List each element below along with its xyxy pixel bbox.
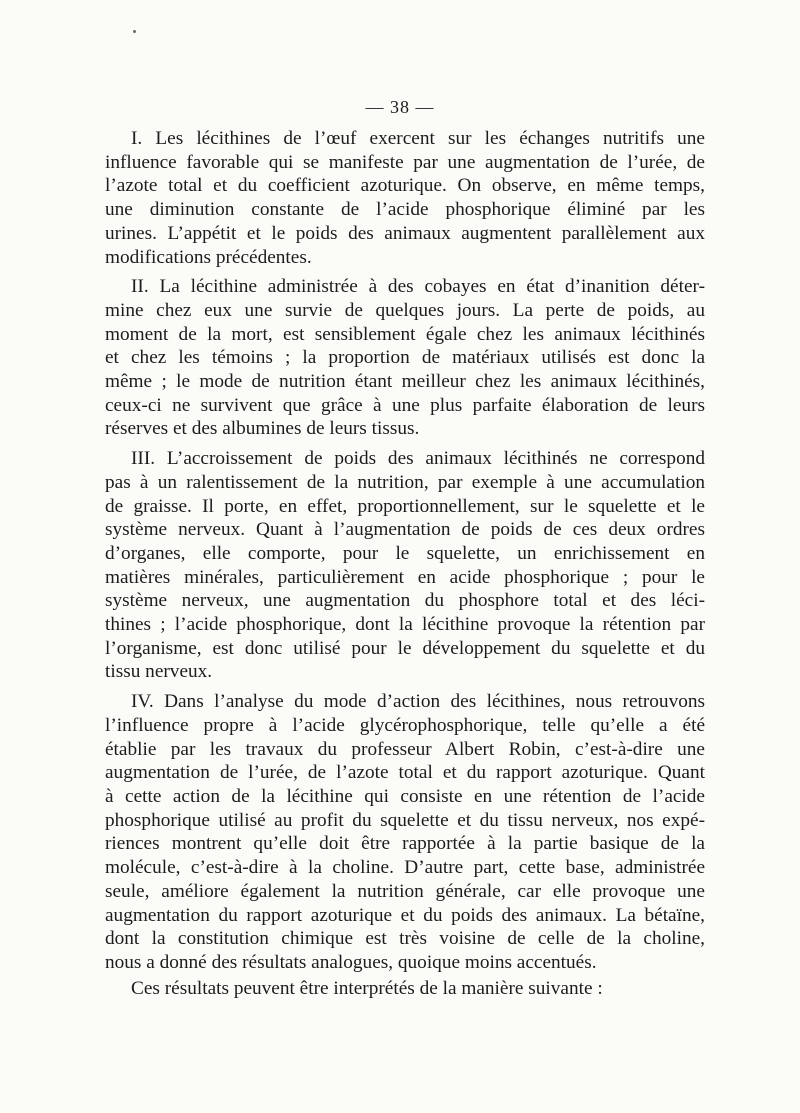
text-line: pas à un ralentissement de la nutrition, par exemple à une accumulation	[105, 471, 705, 493]
page-number: — 38 —	[365, 97, 435, 117]
text-line: mine chez eux une survie de quelques jours. La perte de poids, au	[105, 299, 705, 321]
paragraph-2	[105, 275, 705, 441]
text-line: matières minérales, particulièrement en acide phosphorique ; pour le	[105, 566, 705, 588]
text-line: Ces résultats peuvent être interprétés de la manière suivante :	[131, 977, 603, 999]
text-line: III. L’accroissement de poids des animaux lécithinés ne correspond	[131, 448, 705, 470]
paragraph-5	[105, 977, 705, 1001]
text-line: II. La lécithine administrée à des cobayes en état d’inanition déter-	[131, 276, 705, 298]
body-text	[105, 127, 705, 1000]
text-line: et chez les témoins ; la proportion de matériaux utilisés est donc la	[105, 347, 705, 369]
paragraph-3	[105, 447, 705, 684]
text-line: même ; le mode de nutrition étant meilleur chez les animaux lécithinés,	[105, 371, 705, 393]
text-line: établie par les travaux du professeur Albert Robin, c’est-à-dire une	[105, 738, 705, 760]
text-line: une diminution constante de l’acide phosphorique éliminé par les	[105, 199, 705, 221]
text-line: l’azote total et du coefficient azoturique. On observe, en même temps,	[105, 175, 705, 197]
text-line: tissu nerveux.	[105, 661, 213, 683]
text-line: l’organisme, est donc utilisé pour le développement du squelette et du	[105, 637, 705, 659]
paragraph-1	[105, 127, 705, 269]
text-line: augmentation du rapport azoturique et du poids des animaux. La bétaïne,	[105, 904, 705, 926]
ink-speck	[133, 30, 136, 33]
text-line: ceux-ci ne survivent que grâce à une plus parfaite élaboration de leurs	[105, 394, 705, 416]
text-line: augmentation de l’urée, de l’azote total et du rapport azoturique. Quant	[105, 762, 705, 784]
text-line: système nerveux. Quant à l’augmentation de poids de ces deux ordres	[105, 519, 705, 541]
text-line: riences montrent qu’elle doit être rapportée à la partie basique de la	[105, 833, 705, 855]
text-line: urines. L’appétit et le poids des animaux augmentent parallèlement aux	[105, 222, 705, 244]
text-line: dont la constitution chimique est très voisine de celle de la choline,	[105, 928, 705, 950]
text-line: modifications précédentes.	[105, 246, 312, 268]
text-line: moment de la mort, est sensiblement égale chez les animaux lécithinés	[105, 323, 705, 345]
text-line: nous a donné des résultats analogues, quoique moins accentués.	[105, 951, 597, 973]
text-line: à cette action de la lécithine qui consiste en une rétention de l’acide	[105, 785, 705, 807]
text-line: phosphorique utilisé au profit du squelette et du tissu nerveux, nos expé-	[105, 809, 705, 831]
text-line: réserves et des albumines de leurs tissus.	[105, 418, 420, 440]
text-line: IV. Dans l’analyse du mode d’action des lécithines, nous retrouvons	[131, 691, 705, 713]
text-line: l’influence propre à l’acide glycérophosphorique, telle qu’elle a été	[105, 714, 705, 736]
text-line: I. Les lécithines de l’œuf exercent sur les échanges nutritifs une	[131, 128, 705, 149]
paragraph-4	[105, 690, 705, 974]
text-line: molécule, c’est-à-dire à la choline. D’autre part, cette base, administrée	[105, 857, 705, 879]
text-line: d’organes, elle comporte, pour le squelette, un enrichissement en	[105, 542, 705, 564]
text-line: système nerveux, une augmentation du phosphore total et des léci-	[105, 590, 705, 612]
text-line: seule, améliore également la nutrition générale, car elle provoque une	[105, 880, 705, 902]
text-line: influence favorable qui se manifeste par une augmentation de l’urée, de	[105, 151, 705, 173]
text-line: thines ; l’acide phosphorique, dont la lécithine provoque la rétention par	[105, 614, 705, 636]
text-line: de graisse. Il porte, en effet, proportionnellement, sur le squelette et le	[105, 495, 705, 517]
